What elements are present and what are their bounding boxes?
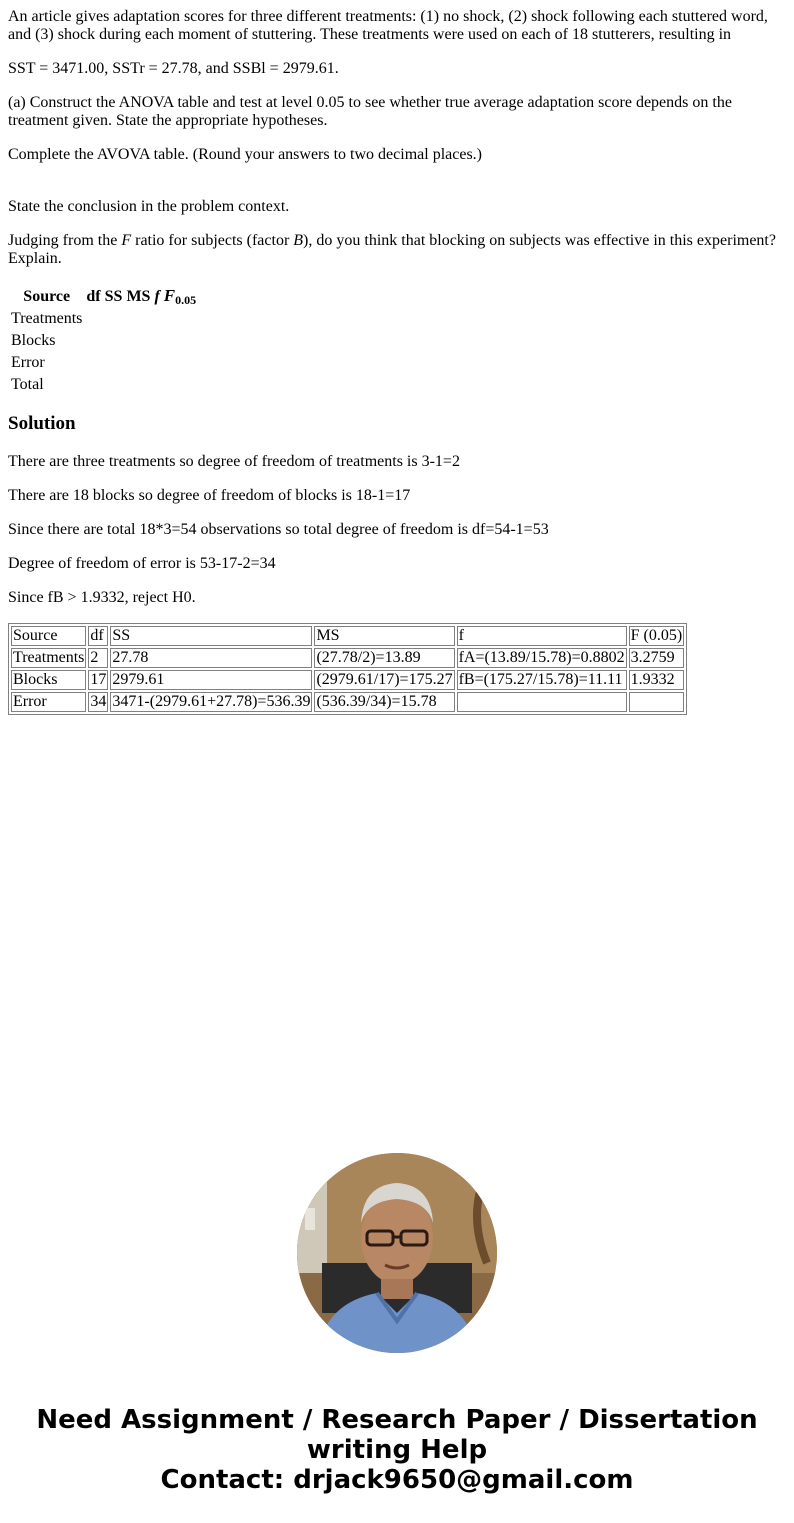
table-cell: Blocks [11,670,86,690]
problem-judging [8,232,786,268]
header-source: Source [23,287,71,305]
table-cell: (27.78/2)=13.89 [314,648,454,668]
table-cell: Treatments [13,649,85,666]
document-body [8,8,786,715]
row-label-total: Total [11,376,44,393]
table-row [11,670,684,690]
solution-line: Since there are total 18*3=54 observations so total degree of freedom is df=54-1=53 [8,521,549,538]
solution-line: There are three treatments so degree of freedom of treatments is 3-1=2 [8,453,460,470]
table-cell: 27.78 [110,648,312,668]
solution-anova-table [8,623,687,715]
table-header-row [11,626,684,646]
spacer [8,180,786,198]
table-cell: 3471-(2979.61+27.78)=536.39 [112,693,311,710]
judging-B: B [293,232,304,249]
problem-intro: An article gives adaptation scores for three different treatments: (1) no shock, (2) shock following each stuttered word, and (3) shock during each moment of stuttering. These treatments were used on each of 18 stutterers, resulting in [8,8,768,43]
question-row [10,375,197,395]
table-header-cell: SS [110,626,312,646]
problem-part-a: (a) Construct the ANOVA table and test at level 0.05 to see whether true average adaptation score depends on the treatment given. State the appropriate hypotheses. [8,94,732,129]
table-header-cell: F (0.05) [630,627,683,644]
table-cell [457,692,627,712]
row-label-error: Error [11,354,45,371]
author-avatar [297,1153,497,1353]
table-cell [629,692,685,712]
table-cell: fB=(175.27/15.78)=11.11 [457,670,627,690]
header-f: f [154,287,160,305]
question-row [10,309,197,329]
table-row [11,648,684,668]
header-ss: SS [104,287,123,305]
table-header-cell: f [457,626,627,646]
problem-sums: SST = 3471.00, SSTr = 27.78, and SSBl = 2979.61. [8,60,339,77]
table-cell: fA=(13.89/15.78)=0.8802 [458,649,625,666]
table-cell: 17 [90,671,107,688]
table-cell: 2 [88,648,108,668]
table-cell: 3.2759 [629,648,685,668]
table-cell: (2979.61/17)=175.27 [316,671,453,688]
banner-line-2: writing Help [306,1435,488,1465]
header-F-critical: F0.05 [163,286,197,307]
table-cell: Error [11,692,86,712]
table-header-cell: MS [314,626,454,646]
table-row [11,692,684,712]
header-df: df [86,287,101,305]
table-cell: (536.39/34)=15.78 [314,692,454,712]
table-cell: 2979.61 [110,670,312,690]
solution-line: Degree of freedom of error is 53-17-2=34 [8,555,276,572]
question-table-header [10,286,197,307]
judging-text-1: Judging from the [8,232,122,249]
row-label-blocks: Blocks [11,332,56,349]
solution-line: Since fB > 1.9332, reject H0. [8,589,196,606]
table-cell: 1.9332 [629,670,685,690]
anova-question-table [8,284,199,397]
contact-banner [0,1405,794,1495]
question-row [10,331,197,351]
problem-conclusion: State the conclusion in the problem context. [8,198,290,215]
table-header-cell: Source [11,626,86,646]
banner-contact: Contact: drjack9650@gmail.com [160,1465,634,1495]
question-row [10,353,197,373]
row-label-treatments: Treatments [11,310,83,327]
table-cell: 34 [90,693,107,710]
table-header-cell: df [88,626,108,646]
judging-F: F [121,232,132,249]
banner-line-1: Need Assignment / Research Paper / Dissertation [36,1405,758,1435]
judging-text-3: ), do you think that blocking on subjects was effective in this experiment? Explain. [8,232,776,267]
solution-heading: Solution [8,413,76,434]
problem-complete-instruction: Complete the AVOVA table. (Round your answers to two decimal places.) [8,146,482,163]
judging-text-2: ratio for subjects (factor [131,232,294,249]
header-ms: MS [126,287,151,305]
solution-line: There are 18 blocks so degree of freedom of blocks is 18-1=17 [8,487,411,504]
avatar-illustration [297,1153,497,1353]
